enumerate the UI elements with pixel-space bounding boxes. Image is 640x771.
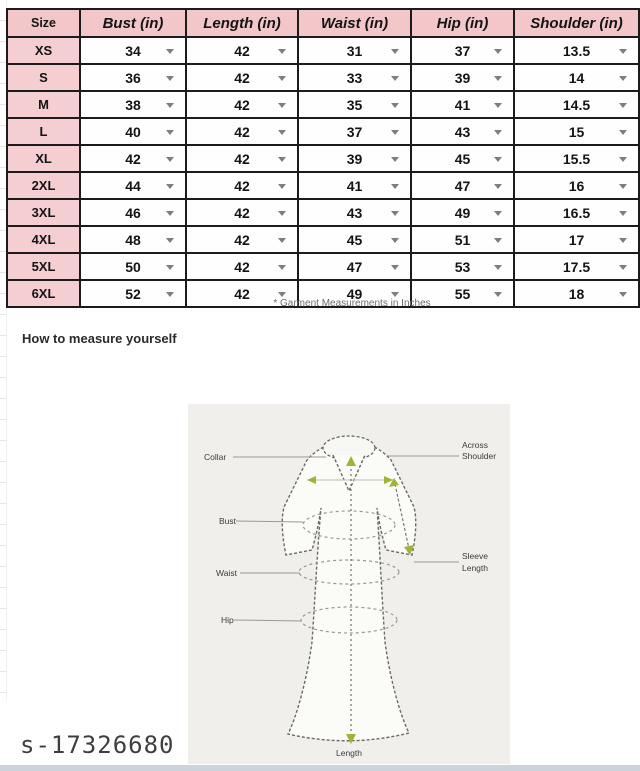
waist-value-cell[interactable] <box>298 199 411 226</box>
length-value: 42 <box>234 204 250 221</box>
hip-value-cell[interactable] <box>411 199 514 226</box>
dropdown-arrow-icon[interactable] <box>166 238 174 243</box>
sleeve-length-label-line1: Sleeve <box>462 551 488 561</box>
dropdown-arrow-icon[interactable] <box>391 184 399 189</box>
hip-value-cell[interactable] <box>411 226 514 253</box>
bust-value-cell[interactable] <box>80 91 186 118</box>
hip-value-cell[interactable] <box>411 253 514 280</box>
length-value: 42 <box>234 69 250 86</box>
dropdown-arrow-icon[interactable] <box>166 103 174 108</box>
length-value: 42 <box>234 96 250 113</box>
bust-value: 40 <box>125 123 141 140</box>
size-row-3xl <box>7 199 639 226</box>
shoulder-value: 15.5 <box>562 150 591 167</box>
length-value-cell[interactable] <box>186 226 298 253</box>
length-value: 42 <box>234 231 250 248</box>
size-row-xl <box>7 145 639 172</box>
size-row-5xl <box>7 253 639 280</box>
hip-value: 53 <box>454 258 471 275</box>
hip-value: 47 <box>454 177 471 194</box>
bust-value-cell[interactable] <box>80 145 186 172</box>
waist-value: 45 <box>346 231 363 248</box>
length-value-cell[interactable] <box>186 199 298 226</box>
dropdown-arrow-icon[interactable] <box>494 292 502 297</box>
shoulder-value: 17.5 <box>562 258 591 275</box>
waist-value-cell[interactable] <box>298 118 411 145</box>
waist-value-cell[interactable] <box>298 226 411 253</box>
bust-value-cell[interactable] <box>80 118 186 145</box>
dropdown-arrow-icon[interactable] <box>166 184 174 189</box>
size-label-cell: XL <box>7 145 80 172</box>
waist-value: 31 <box>346 42 363 59</box>
dropdown-arrow-icon[interactable] <box>619 184 627 189</box>
hip-value: 43 <box>454 123 471 140</box>
bust-value: 44 <box>125 177 141 194</box>
dropdown-arrow-icon[interactable] <box>494 211 502 216</box>
dropdown-arrow-icon[interactable] <box>494 130 502 135</box>
hip-label: Hip <box>221 615 234 625</box>
dropdown-arrow-icon[interactable] <box>619 238 627 243</box>
dropdown-arrow-icon[interactable] <box>391 265 399 270</box>
hip-value: 41 <box>454 96 471 113</box>
shoulder-value: 16 <box>568 177 585 194</box>
bust-label: Bust <box>219 516 237 526</box>
dropdown-arrow-icon[interactable] <box>619 292 627 297</box>
dropdown-arrow-icon[interactable] <box>278 49 286 54</box>
shoulder-value-cell[interactable] <box>514 226 639 253</box>
hip-value: 39 <box>454 69 471 86</box>
shoulder-value-cell[interactable] <box>514 64 639 91</box>
size-row-2xl <box>7 172 639 199</box>
size-label-cell: XS <box>7 37 80 64</box>
waist-value: 43 <box>346 204 363 221</box>
bust-value: 46 <box>125 204 141 221</box>
size-row-m <box>7 91 639 118</box>
bust-value-cell[interactable] <box>80 226 186 253</box>
header-row <box>7 9 639 37</box>
dropdown-arrow-icon[interactable] <box>494 103 502 108</box>
measurement-note: * Garment Measurements in Inches <box>273 298 431 309</box>
dropdown-arrow-icon[interactable] <box>166 49 174 54</box>
across-shoulder-label-line2: Shoulder <box>462 451 497 461</box>
dropdown-arrow-icon[interactable] <box>494 49 502 54</box>
dropdown-arrow-icon[interactable] <box>494 157 502 162</box>
shoulder-value-cell[interactable] <box>514 37 639 64</box>
dropdown-arrow-icon[interactable] <box>166 130 174 135</box>
bust-value: 42 <box>125 150 141 167</box>
dropdown-arrow-icon[interactable] <box>278 292 286 297</box>
bust-value: 38 <box>125 96 141 113</box>
length-value-cell[interactable] <box>186 91 298 118</box>
hip-value: 37 <box>454 42 471 59</box>
bust-value-cell[interactable] <box>80 199 186 226</box>
length-value: 42 <box>234 177 250 194</box>
shoulder-value-cell[interactable] <box>514 172 639 199</box>
bust-value: 48 <box>125 231 141 248</box>
col-header-shoulder: Shoulder (in) <box>514 9 639 37</box>
dropdown-arrow-icon[interactable] <box>391 76 399 81</box>
waist-value: 47 <box>346 258 363 275</box>
shoulder-value-cell[interactable] <box>514 199 639 226</box>
length-value-cell[interactable] <box>186 145 298 172</box>
dropdown-arrow-icon[interactable] <box>391 238 399 243</box>
dropdown-arrow-icon[interactable] <box>278 238 286 243</box>
length-value-cell[interactable] <box>186 172 298 199</box>
bottom-border-strip <box>0 765 640 771</box>
dropdown-arrow-icon[interactable] <box>278 265 286 270</box>
shoulder-value-cell[interactable] <box>514 280 639 307</box>
dropdown-arrow-icon[interactable] <box>391 49 399 54</box>
waist-value: 41 <box>346 177 363 194</box>
product-sku-text: s-17326680 <box>20 731 175 759</box>
bust-value-cell[interactable] <box>80 37 186 64</box>
waist-value: 33 <box>346 69 363 86</box>
bust-value: 36 <box>125 69 141 86</box>
dropdown-arrow-icon[interactable] <box>166 76 174 81</box>
dropdown-arrow-icon[interactable] <box>166 292 174 297</box>
shoulder-value: 17 <box>568 231 585 248</box>
dropdown-arrow-icon[interactable] <box>494 76 502 81</box>
waist-value: 39 <box>346 150 363 167</box>
hip-value: 45 <box>454 150 471 167</box>
dropdown-arrow-icon[interactable] <box>166 265 174 270</box>
length-value: 42 <box>234 285 250 302</box>
dropdown-arrow-icon[interactable] <box>166 211 174 216</box>
hip-value: 51 <box>454 231 471 248</box>
length-value-cell[interactable] <box>186 37 298 64</box>
waist-value-cell[interactable] <box>298 253 411 280</box>
dropdown-arrow-icon[interactable] <box>619 265 627 270</box>
waist-value: 49 <box>346 285 363 302</box>
length-value-cell[interactable] <box>186 64 298 91</box>
dropdown-arrow-icon[interactable] <box>278 103 286 108</box>
size-label-cell: 5XL <box>7 253 80 280</box>
size-label-cell: M <box>7 91 80 118</box>
dropdown-arrow-icon[interactable] <box>619 157 627 162</box>
waist-value-cell[interactable] <box>298 145 411 172</box>
bust-value-cell[interactable] <box>80 280 186 307</box>
size-table-body <box>7 37 639 307</box>
hip-value-cell[interactable] <box>411 172 514 199</box>
dropdown-arrow-icon[interactable] <box>619 103 627 108</box>
length-value-cell[interactable] <box>186 118 298 145</box>
length-label: Length <box>336 748 362 758</box>
dropdown-arrow-icon[interactable] <box>494 265 502 270</box>
shoulder-value: 18 <box>568 285 585 302</box>
dropdown-arrow-icon[interactable] <box>278 184 286 189</box>
hip-leader <box>234 620 302 621</box>
dropdown-arrow-icon[interactable] <box>278 130 286 135</box>
dropdown-arrow-icon[interactable] <box>391 103 399 108</box>
dropdown-arrow-icon[interactable] <box>278 76 286 81</box>
waist-value: 35 <box>346 96 363 113</box>
shoulder-value: 13.5 <box>562 42 591 59</box>
dropdown-arrow-icon[interactable] <box>494 238 502 243</box>
col-header-bust: Bust (in) <box>80 9 186 37</box>
dropdown-arrow-icon[interactable] <box>619 76 627 81</box>
waist-value: 37 <box>346 123 363 140</box>
waist-value-cell[interactable] <box>298 64 411 91</box>
col-header-size: Size <box>7 9 80 37</box>
dropdown-arrow-icon[interactable] <box>391 130 399 135</box>
size-chart-table <box>6 8 640 308</box>
hip-value-cell[interactable] <box>411 118 514 145</box>
shoulder-value-cell[interactable] <box>514 145 639 172</box>
length-value: 42 <box>234 123 250 140</box>
size-row-xs <box>7 37 639 64</box>
shoulder-value: 14 <box>568 69 585 86</box>
how-to-measure-heading: How to measure yourself <box>22 331 177 346</box>
dropdown-arrow-icon[interactable] <box>391 292 399 297</box>
size-row-4xl <box>7 226 639 253</box>
dropdown-arrow-icon[interactable] <box>278 157 286 162</box>
bust-value: 34 <box>125 42 141 59</box>
shoulder-value: 16.5 <box>562 204 591 221</box>
size-label-cell: S <box>7 64 80 91</box>
col-header-length: Length (in) <box>186 9 298 37</box>
length-value-cell[interactable] <box>186 253 298 280</box>
hip-value: 49 <box>454 204 471 221</box>
bust-value-cell[interactable] <box>80 172 186 199</box>
size-label-cell: 2XL <box>7 172 80 199</box>
dropdown-arrow-icon[interactable] <box>278 211 286 216</box>
length-value: 42 <box>234 150 250 167</box>
hip-value: 55 <box>454 285 471 302</box>
size-label-cell: 6XL <box>7 280 80 307</box>
size-label-cell: L <box>7 118 80 145</box>
shoulder-value-cell[interactable] <box>514 118 639 145</box>
size-label-cell: 4XL <box>7 226 80 253</box>
size-label-cell: 3XL <box>7 199 80 226</box>
waist-value-cell[interactable] <box>298 37 411 64</box>
collar-label: Collar <box>204 452 227 462</box>
shoulder-value-cell[interactable] <box>514 253 639 280</box>
across-shoulder-label-line1: Across <box>462 440 488 450</box>
hip-value-cell[interactable] <box>411 145 514 172</box>
shoulder-value: 15 <box>568 123 585 140</box>
hip-value-cell[interactable] <box>411 91 514 118</box>
dropdown-arrow-icon[interactable] <box>619 130 627 135</box>
size-row-s <box>7 64 639 91</box>
hip-value-cell[interactable] <box>411 37 514 64</box>
length-value: 42 <box>234 42 250 59</box>
col-header-waist: Waist (in) <box>298 9 411 37</box>
bust-value: 50 <box>125 258 141 275</box>
dropdown-arrow-icon[interactable] <box>619 211 627 216</box>
dropdown-arrow-icon[interactable] <box>619 49 627 54</box>
dropdown-arrow-icon[interactable] <box>166 157 174 162</box>
dropdown-arrow-icon[interactable] <box>391 211 399 216</box>
shoulder-value-cell[interactable] <box>514 91 639 118</box>
sleeve-length-label-line2: Length <box>462 563 488 573</box>
col-header-hip: Hip (in) <box>411 9 514 37</box>
length-value: 42 <box>234 258 250 275</box>
waist-value-cell[interactable] <box>298 172 411 199</box>
bust-value: 52 <box>125 285 141 302</box>
hip-value-cell[interactable] <box>411 64 514 91</box>
bust-value-cell[interactable] <box>80 64 186 91</box>
waist-value-cell[interactable] <box>298 91 411 118</box>
waist-label: Waist <box>216 568 237 578</box>
bust-value-cell[interactable] <box>80 253 186 280</box>
size-row-l <box>7 118 639 145</box>
measurement-diagram <box>188 404 510 764</box>
dropdown-arrow-icon[interactable] <box>391 157 399 162</box>
shoulder-value: 14.5 <box>562 96 591 113</box>
dropdown-arrow-icon[interactable] <box>494 184 502 189</box>
